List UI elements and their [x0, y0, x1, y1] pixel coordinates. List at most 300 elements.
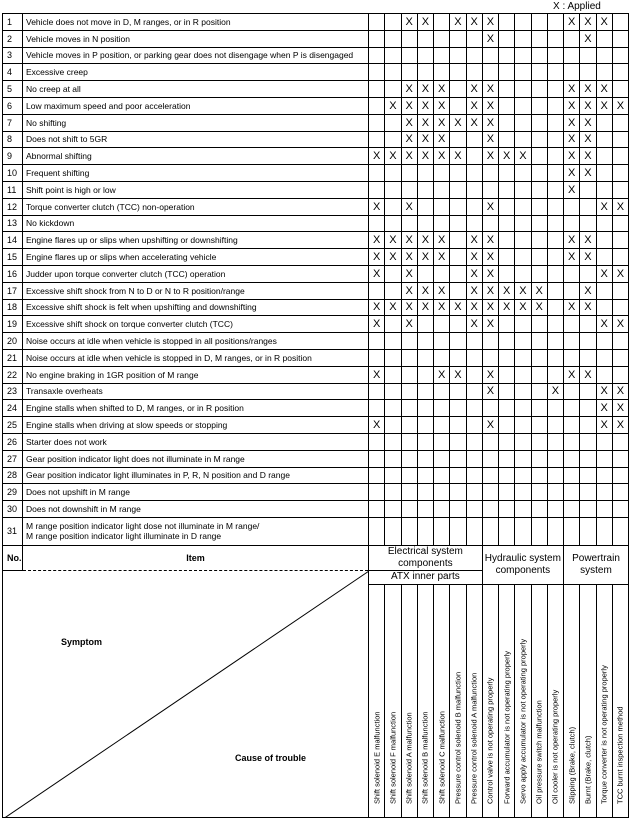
mark-cell: X [434, 114, 450, 131]
mark-cell: X [482, 282, 498, 299]
mark-cell [531, 131, 547, 148]
mark-cell [596, 114, 612, 131]
mark-cell: X [564, 14, 580, 31]
mark-cell [434, 47, 450, 64]
mark-cell [564, 400, 580, 417]
column-header [580, 584, 596, 817]
mark-cell [434, 349, 450, 366]
mark-cell [385, 265, 401, 282]
mark-cell [434, 215, 450, 232]
mark-cell: X [612, 400, 628, 417]
mark-cell [385, 383, 401, 400]
mark-cell [450, 417, 466, 434]
mark-cell [434, 64, 450, 81]
column-header [401, 584, 417, 817]
mark-cell [385, 81, 401, 98]
mark-cell [417, 484, 433, 501]
row-number: 10 [3, 165, 23, 182]
mark-cell [385, 198, 401, 215]
mark-cell: X [434, 131, 450, 148]
mark-cell [385, 366, 401, 383]
column-header [531, 584, 547, 817]
mark-cell [401, 383, 417, 400]
row-number: 16 [3, 265, 23, 282]
mark-cell [612, 47, 628, 64]
mark-cell: X [482, 198, 498, 215]
mark-cell: X [417, 232, 433, 249]
mark-cell: X [596, 198, 612, 215]
mark-cell [466, 333, 482, 350]
mark-cell [434, 484, 450, 501]
mark-cell [515, 131, 531, 148]
mark-cell: X [417, 81, 433, 98]
mark-cell [434, 517, 450, 545]
mark-cell [564, 30, 580, 47]
row-symptom: Torque converter clutch (TCC) non-operation [23, 198, 369, 215]
mark-cell: X [580, 148, 596, 165]
mark-cell: X [580, 114, 596, 131]
mark-cell: X [466, 299, 482, 316]
mark-cell: X [482, 232, 498, 249]
mark-cell: X [401, 198, 417, 215]
column-header-label: Shift solenoid E malfunction [372, 711, 382, 804]
mark-cell [369, 47, 385, 64]
mark-cell [434, 417, 450, 434]
mark-cell: X [401, 282, 417, 299]
mark-cell [385, 333, 401, 350]
table-row [3, 148, 629, 165]
mark-cell [596, 181, 612, 198]
mark-cell [596, 484, 612, 501]
mark-cell [564, 417, 580, 434]
mark-cell [531, 97, 547, 114]
mark-cell [482, 400, 498, 417]
column-header [482, 584, 498, 817]
mark-cell [401, 484, 417, 501]
mark-cell: X [515, 282, 531, 299]
mark-cell: X [580, 97, 596, 114]
mark-cell [417, 383, 433, 400]
mark-cell [547, 349, 563, 366]
atx-group-header: ATX inner parts [369, 570, 483, 584]
mark-cell [612, 349, 628, 366]
row-number: 2 [3, 30, 23, 47]
table-row [3, 333, 629, 350]
mark-cell [596, 501, 612, 518]
mark-cell: X [369, 316, 385, 333]
mark-cell [515, 484, 531, 501]
mark-cell [450, 265, 466, 282]
mark-cell [547, 81, 563, 98]
mark-cell [580, 316, 596, 333]
mark-cell [564, 383, 580, 400]
mark-cell [499, 47, 515, 64]
mark-cell [580, 467, 596, 484]
mark-cell: X [499, 282, 515, 299]
mark-cell [580, 417, 596, 434]
mark-cell: X [385, 97, 401, 114]
mark-cell [369, 333, 385, 350]
mark-cell [482, 333, 498, 350]
mark-cell [612, 165, 628, 182]
mark-cell: X [369, 198, 385, 215]
row-number: 4 [3, 64, 23, 81]
table-row [3, 433, 629, 450]
mark-cell [385, 316, 401, 333]
mark-cell: X [596, 265, 612, 282]
mark-cell [612, 181, 628, 198]
mark-cell [482, 215, 498, 232]
column-header-label: Forward accumulator is not operating properly [502, 650, 512, 804]
mark-cell [482, 433, 498, 450]
mark-cell [401, 417, 417, 434]
mark-cell [547, 417, 563, 434]
mark-cell [515, 383, 531, 400]
symptom-label: Symptom [61, 636, 103, 647]
mark-cell [401, 215, 417, 232]
row-number: 22 [3, 366, 23, 383]
mark-cell: X [401, 232, 417, 249]
mark-cell: X [466, 316, 482, 333]
mark-cell [612, 517, 628, 545]
mark-cell: X [482, 299, 498, 316]
mark-cell [434, 316, 450, 333]
mark-cell: X [564, 97, 580, 114]
mark-cell [434, 433, 450, 450]
mark-cell [531, 501, 547, 518]
mark-cell [499, 198, 515, 215]
mark-cell [385, 417, 401, 434]
row-number: 21 [3, 349, 23, 366]
mark-cell [450, 517, 466, 545]
diagonal-line [3, 571, 369, 818]
mark-cell [547, 265, 563, 282]
mark-cell [385, 47, 401, 64]
mark-cell [612, 501, 628, 518]
mark-cell: X [401, 14, 417, 31]
mark-cell [547, 97, 563, 114]
mark-cell [515, 97, 531, 114]
mark-cell: X [564, 131, 580, 148]
mark-cell: X [401, 114, 417, 131]
mark-cell [466, 400, 482, 417]
mark-cell [401, 30, 417, 47]
mark-cell [401, 450, 417, 467]
mark-cell: X [580, 282, 596, 299]
mark-cell: X [417, 148, 433, 165]
mark-cell [612, 282, 628, 299]
mark-cell [466, 198, 482, 215]
mark-cell [466, 517, 482, 545]
column-header [434, 584, 450, 817]
mark-cell [482, 484, 498, 501]
mark-cell: X [434, 249, 450, 266]
mark-cell [466, 366, 482, 383]
mark-cell [499, 215, 515, 232]
mark-cell [515, 47, 531, 64]
mark-cell: X [515, 148, 531, 165]
row-number: 1 [3, 14, 23, 31]
mark-cell [434, 198, 450, 215]
mark-cell [547, 517, 563, 545]
mark-cell [596, 467, 612, 484]
mark-cell [482, 467, 498, 484]
mark-cell: X [580, 165, 596, 182]
mark-cell: X [596, 400, 612, 417]
row-symptom: Does not shift to 5GR [23, 131, 369, 148]
mark-cell [466, 165, 482, 182]
mark-cell: X [401, 131, 417, 148]
mark-cell [369, 467, 385, 484]
column-header-label: Oil pressure switch malfunction [534, 700, 544, 804]
mark-cell [466, 433, 482, 450]
mark-cell [515, 198, 531, 215]
mark-cell: X [612, 383, 628, 400]
mark-cell [499, 316, 515, 333]
mark-cell [450, 47, 466, 64]
mark-cell [515, 181, 531, 198]
mark-cell: X [401, 299, 417, 316]
mark-cell: X [482, 366, 498, 383]
mark-cell [612, 450, 628, 467]
mark-cell [385, 30, 401, 47]
mark-cell [450, 467, 466, 484]
mark-cell [580, 501, 596, 518]
column-header [466, 584, 482, 817]
mark-cell [531, 165, 547, 182]
mark-cell [531, 181, 547, 198]
mark-cell [547, 64, 563, 81]
mark-cell [564, 64, 580, 81]
mark-cell [547, 467, 563, 484]
mark-cell [612, 433, 628, 450]
mark-cell [596, 433, 612, 450]
mark-cell [612, 467, 628, 484]
mark-cell [612, 484, 628, 501]
mark-cell: X [482, 81, 498, 98]
mark-cell [547, 148, 563, 165]
mark-cell [401, 47, 417, 64]
mark-cell: X [612, 417, 628, 434]
mark-cell [612, 333, 628, 350]
mark-cell [531, 47, 547, 64]
mark-cell: X [466, 232, 482, 249]
mark-cell [369, 400, 385, 417]
mark-cell [499, 30, 515, 47]
mark-cell [450, 450, 466, 467]
mark-cell: X [401, 265, 417, 282]
mark-cell [531, 30, 547, 47]
mark-cell [499, 232, 515, 249]
mark-cell [466, 484, 482, 501]
mark-cell [499, 265, 515, 282]
row-symptom: Noise occurs at idle when vehicle is stopped in D, M ranges, or in R position [23, 349, 369, 366]
mark-cell [369, 433, 385, 450]
table-row [3, 97, 629, 114]
mark-cell [547, 333, 563, 350]
mark-cell: X [401, 97, 417, 114]
row-number: 29 [3, 484, 23, 501]
row-symptom: Gear position indicator light illuminates in P, R, N position and D range [23, 467, 369, 484]
mark-cell [482, 165, 498, 182]
column-header [564, 584, 580, 817]
mark-cell [531, 450, 547, 467]
mark-cell [580, 383, 596, 400]
mark-cell [417, 467, 433, 484]
row-number: 27 [3, 450, 23, 467]
mark-cell [596, 232, 612, 249]
column-header-label: Oil cooler is not operating properly [550, 689, 560, 804]
mark-cell [596, 450, 612, 467]
mark-cell [466, 131, 482, 148]
mark-cell [450, 501, 466, 518]
table-row [3, 14, 629, 31]
mark-cell: X [580, 14, 596, 31]
mark-cell [417, 198, 433, 215]
mark-cell [434, 30, 450, 47]
legend: X : Applied [553, 1, 601, 12]
mark-cell [547, 400, 563, 417]
mark-cell [612, 131, 628, 148]
mark-cell [596, 282, 612, 299]
mark-cell [580, 484, 596, 501]
mark-cell [499, 450, 515, 467]
mark-cell [596, 366, 612, 383]
mark-cell [515, 433, 531, 450]
mark-cell [515, 232, 531, 249]
row-number: 11 [3, 181, 23, 198]
mark-cell [499, 501, 515, 518]
mark-cell: X [482, 30, 498, 47]
mark-cell: X [580, 366, 596, 383]
mark-cell [612, 215, 628, 232]
mark-cell [385, 349, 401, 366]
mark-cell [612, 148, 628, 165]
mark-cell [580, 47, 596, 64]
mark-cell [369, 30, 385, 47]
column-header-label: Shift solenoid B malfunction [420, 711, 430, 804]
row-number: 7 [3, 114, 23, 131]
mark-cell [531, 232, 547, 249]
row-number: 17 [3, 282, 23, 299]
mark-cell [369, 14, 385, 31]
table-row [3, 467, 629, 484]
mark-cell [369, 349, 385, 366]
mark-cell [564, 198, 580, 215]
mark-cell [385, 131, 401, 148]
mark-cell [612, 64, 628, 81]
mark-cell [515, 114, 531, 131]
mark-cell [531, 366, 547, 383]
mark-cell [401, 333, 417, 350]
mark-cell [466, 215, 482, 232]
mark-cell [450, 30, 466, 47]
row-symptom: Shift point is high or low [23, 181, 369, 198]
mark-cell [531, 249, 547, 266]
mark-cell: X [580, 249, 596, 266]
mark-cell [385, 484, 401, 501]
mark-cell [417, 349, 433, 366]
mark-cell [531, 14, 547, 31]
mark-cell [482, 349, 498, 366]
mark-cell [385, 282, 401, 299]
mark-cell: X [434, 282, 450, 299]
mark-cell [531, 215, 547, 232]
mark-cell: X [499, 299, 515, 316]
row-symptom: Excessive shift shock from N to D or N to R position/range [23, 282, 369, 299]
mark-cell [499, 366, 515, 383]
mark-cell: X [369, 299, 385, 316]
mark-cell: X [612, 198, 628, 215]
mark-cell: X [482, 97, 498, 114]
mark-cell [580, 198, 596, 215]
mark-cell [369, 81, 385, 98]
table-row [3, 383, 629, 400]
mark-cell [515, 81, 531, 98]
table-row [3, 316, 629, 333]
column-header [417, 584, 433, 817]
mark-cell [580, 400, 596, 417]
mark-cell: X [482, 114, 498, 131]
mark-cell [466, 417, 482, 434]
mark-cell [564, 215, 580, 232]
mark-cell [547, 249, 563, 266]
mark-cell [434, 400, 450, 417]
mark-cell [612, 14, 628, 31]
mark-cell [450, 181, 466, 198]
mark-cell: X [466, 97, 482, 114]
mark-cell [417, 517, 433, 545]
mark-cell [564, 467, 580, 484]
mark-cell [466, 64, 482, 81]
mark-cell [531, 467, 547, 484]
mark-cell: X [466, 249, 482, 266]
mark-cell [515, 64, 531, 81]
mark-cell: X [564, 181, 580, 198]
column-header [547, 584, 563, 817]
row-number: 9 [3, 148, 23, 165]
mark-cell [564, 517, 580, 545]
mark-cell [499, 131, 515, 148]
mark-cell: X [596, 14, 612, 31]
table-row [3, 114, 629, 131]
mark-cell [417, 333, 433, 350]
column-header [450, 584, 466, 817]
mark-cell [580, 64, 596, 81]
mark-cell [450, 333, 466, 350]
mark-cell [515, 467, 531, 484]
mark-cell: X [434, 366, 450, 383]
column-header-label: Torque converter is not operating properly [599, 665, 609, 804]
mark-cell: X [466, 282, 482, 299]
mark-cell [531, 265, 547, 282]
mark-cell: X [466, 265, 482, 282]
mark-cell [499, 433, 515, 450]
mark-cell: X [401, 249, 417, 266]
mark-cell [385, 517, 401, 545]
mark-cell [499, 81, 515, 98]
mark-cell [385, 14, 401, 31]
mark-cell [385, 181, 401, 198]
mark-cell [466, 30, 482, 47]
mark-cell [499, 114, 515, 131]
column-header-label: TCC burnt inspection method [615, 706, 625, 804]
mark-cell [531, 517, 547, 545]
table-row [3, 131, 629, 148]
mark-cell [450, 81, 466, 98]
mark-cell [450, 249, 466, 266]
mark-cell [466, 148, 482, 165]
